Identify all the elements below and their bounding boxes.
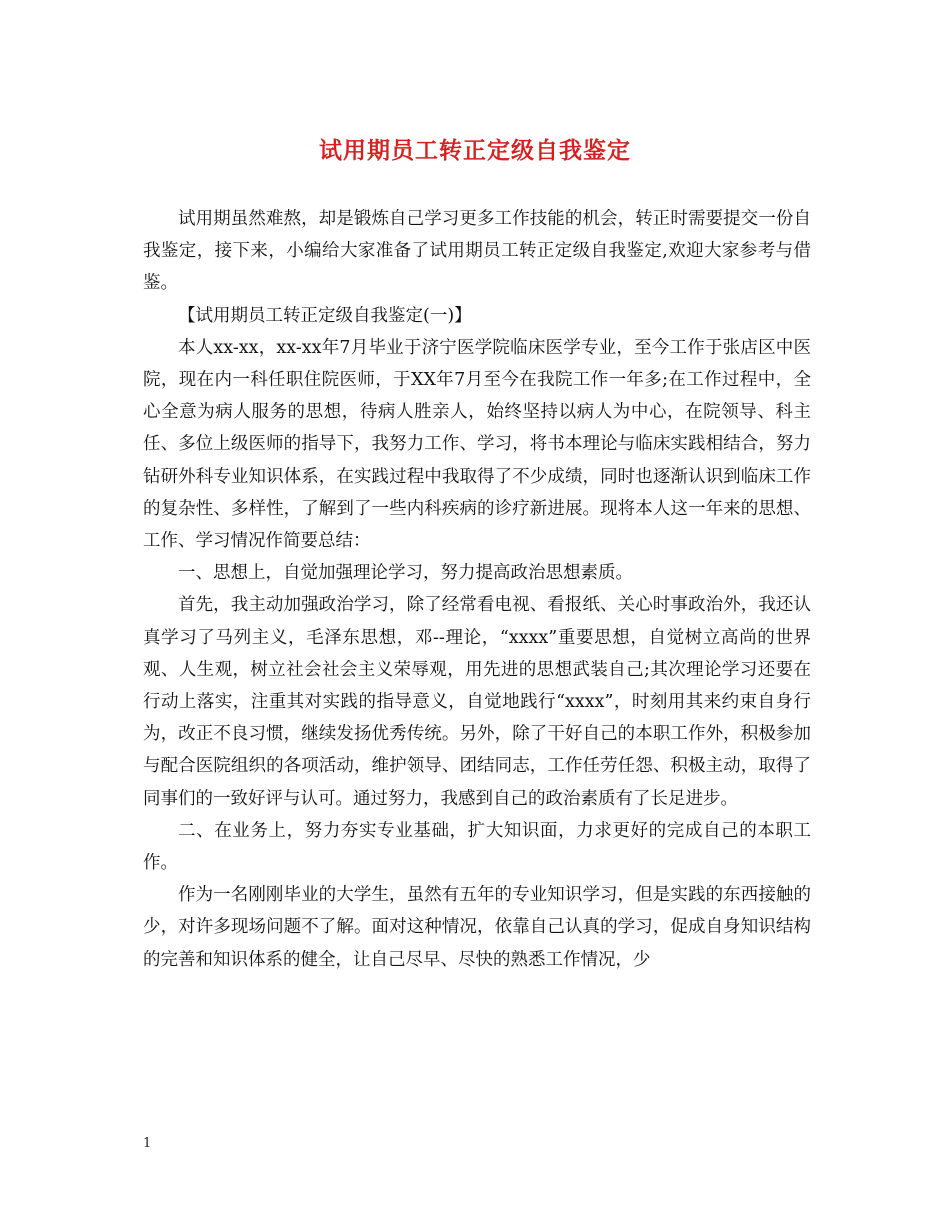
document-body	[143, 203, 811, 976]
section-heading: 【试用期员工转正定级自我鉴定(一)】	[178, 305, 472, 326]
intro-paragraph: 试用期虽然难熬，却是锻炼自己学习更多工作技能的机会，转正时需要提交一份自我鉴定，接下来，小编给大家准备了试用期员工转正定级自我鉴定,欢迎大家参考与借鉴。	[143, 209, 811, 294]
body-paragraph: 首先，我主动加强政治学习，除了经常看电视、看报纸、关心时事政治外，我还认真学习了马列主义，毛泽东思想，邓--理论，“xxxx”重要思想，自觉树立高尚的世界观、人生观，树立社会社会主义荣辱观，用先进的思想武装自己;其次理论学习还要在行动上落实，注重其对实践的指导意义，自觉地践行“xxxx”，时刻用其来约束自身行为，改正不良习惯，继续发扬优秀传统。另外，除了干好自己的本职工作外，积极参加与配合医院组织的各项活动，维护领导、团结同志，工作任劳任怨、积极主动，取得了同事们的一致好评与认可。通过努力，我感到自己的政治素质有了长足进步。	[143, 595, 811, 809]
document-title: 试用期员工转正定级自我鉴定	[319, 137, 631, 164]
page-number: 1	[143, 1136, 152, 1151]
body-paragraph: 作为一名刚刚毕业的大学生，虽然有五年的专业知识学习，但是实践的东西接触的少，对许多现场问题不了解。面对这种情况，依靠自己认真的学习，促成自身知识结构的完善和知识体系的健全，让自己尽早、尽快的熟悉工作情况，少	[143, 885, 811, 970]
body-paragraph: 本人xx-xx，xx-xx年7月毕业于济宁医学院临床医学专业，至今工作于张店区中医院，现在内一科任职住院医师，于XX年7月至今在我院工作一年多;在工作过程中，全心全意为病人服务的思想，待病人胜亲人，始终坚持以病人为中心，在院领导、科主任、多位上级医师的指导下，我努力工作、学习，将书本理论与临床实践相结合，努力钻研外科专业知识体系，在实践过程中我取得了不少成绩，同时也逐渐认识到临床工作的复杂性、多样性，了解到了一些内科疾病的诊疗新进展。现将本人这一年来的思想、工作、学习情况作简要总结：	[143, 337, 811, 552]
subheading-paragraph: 二、在业务上，努力夯实专业基础，扩大知识面，力求更好的完成自己的本职工作。	[143, 820, 811, 874]
subheading-paragraph: 一、思想上，自觉加强理论学习，努力提高政治思想素质。	[178, 563, 633, 584]
